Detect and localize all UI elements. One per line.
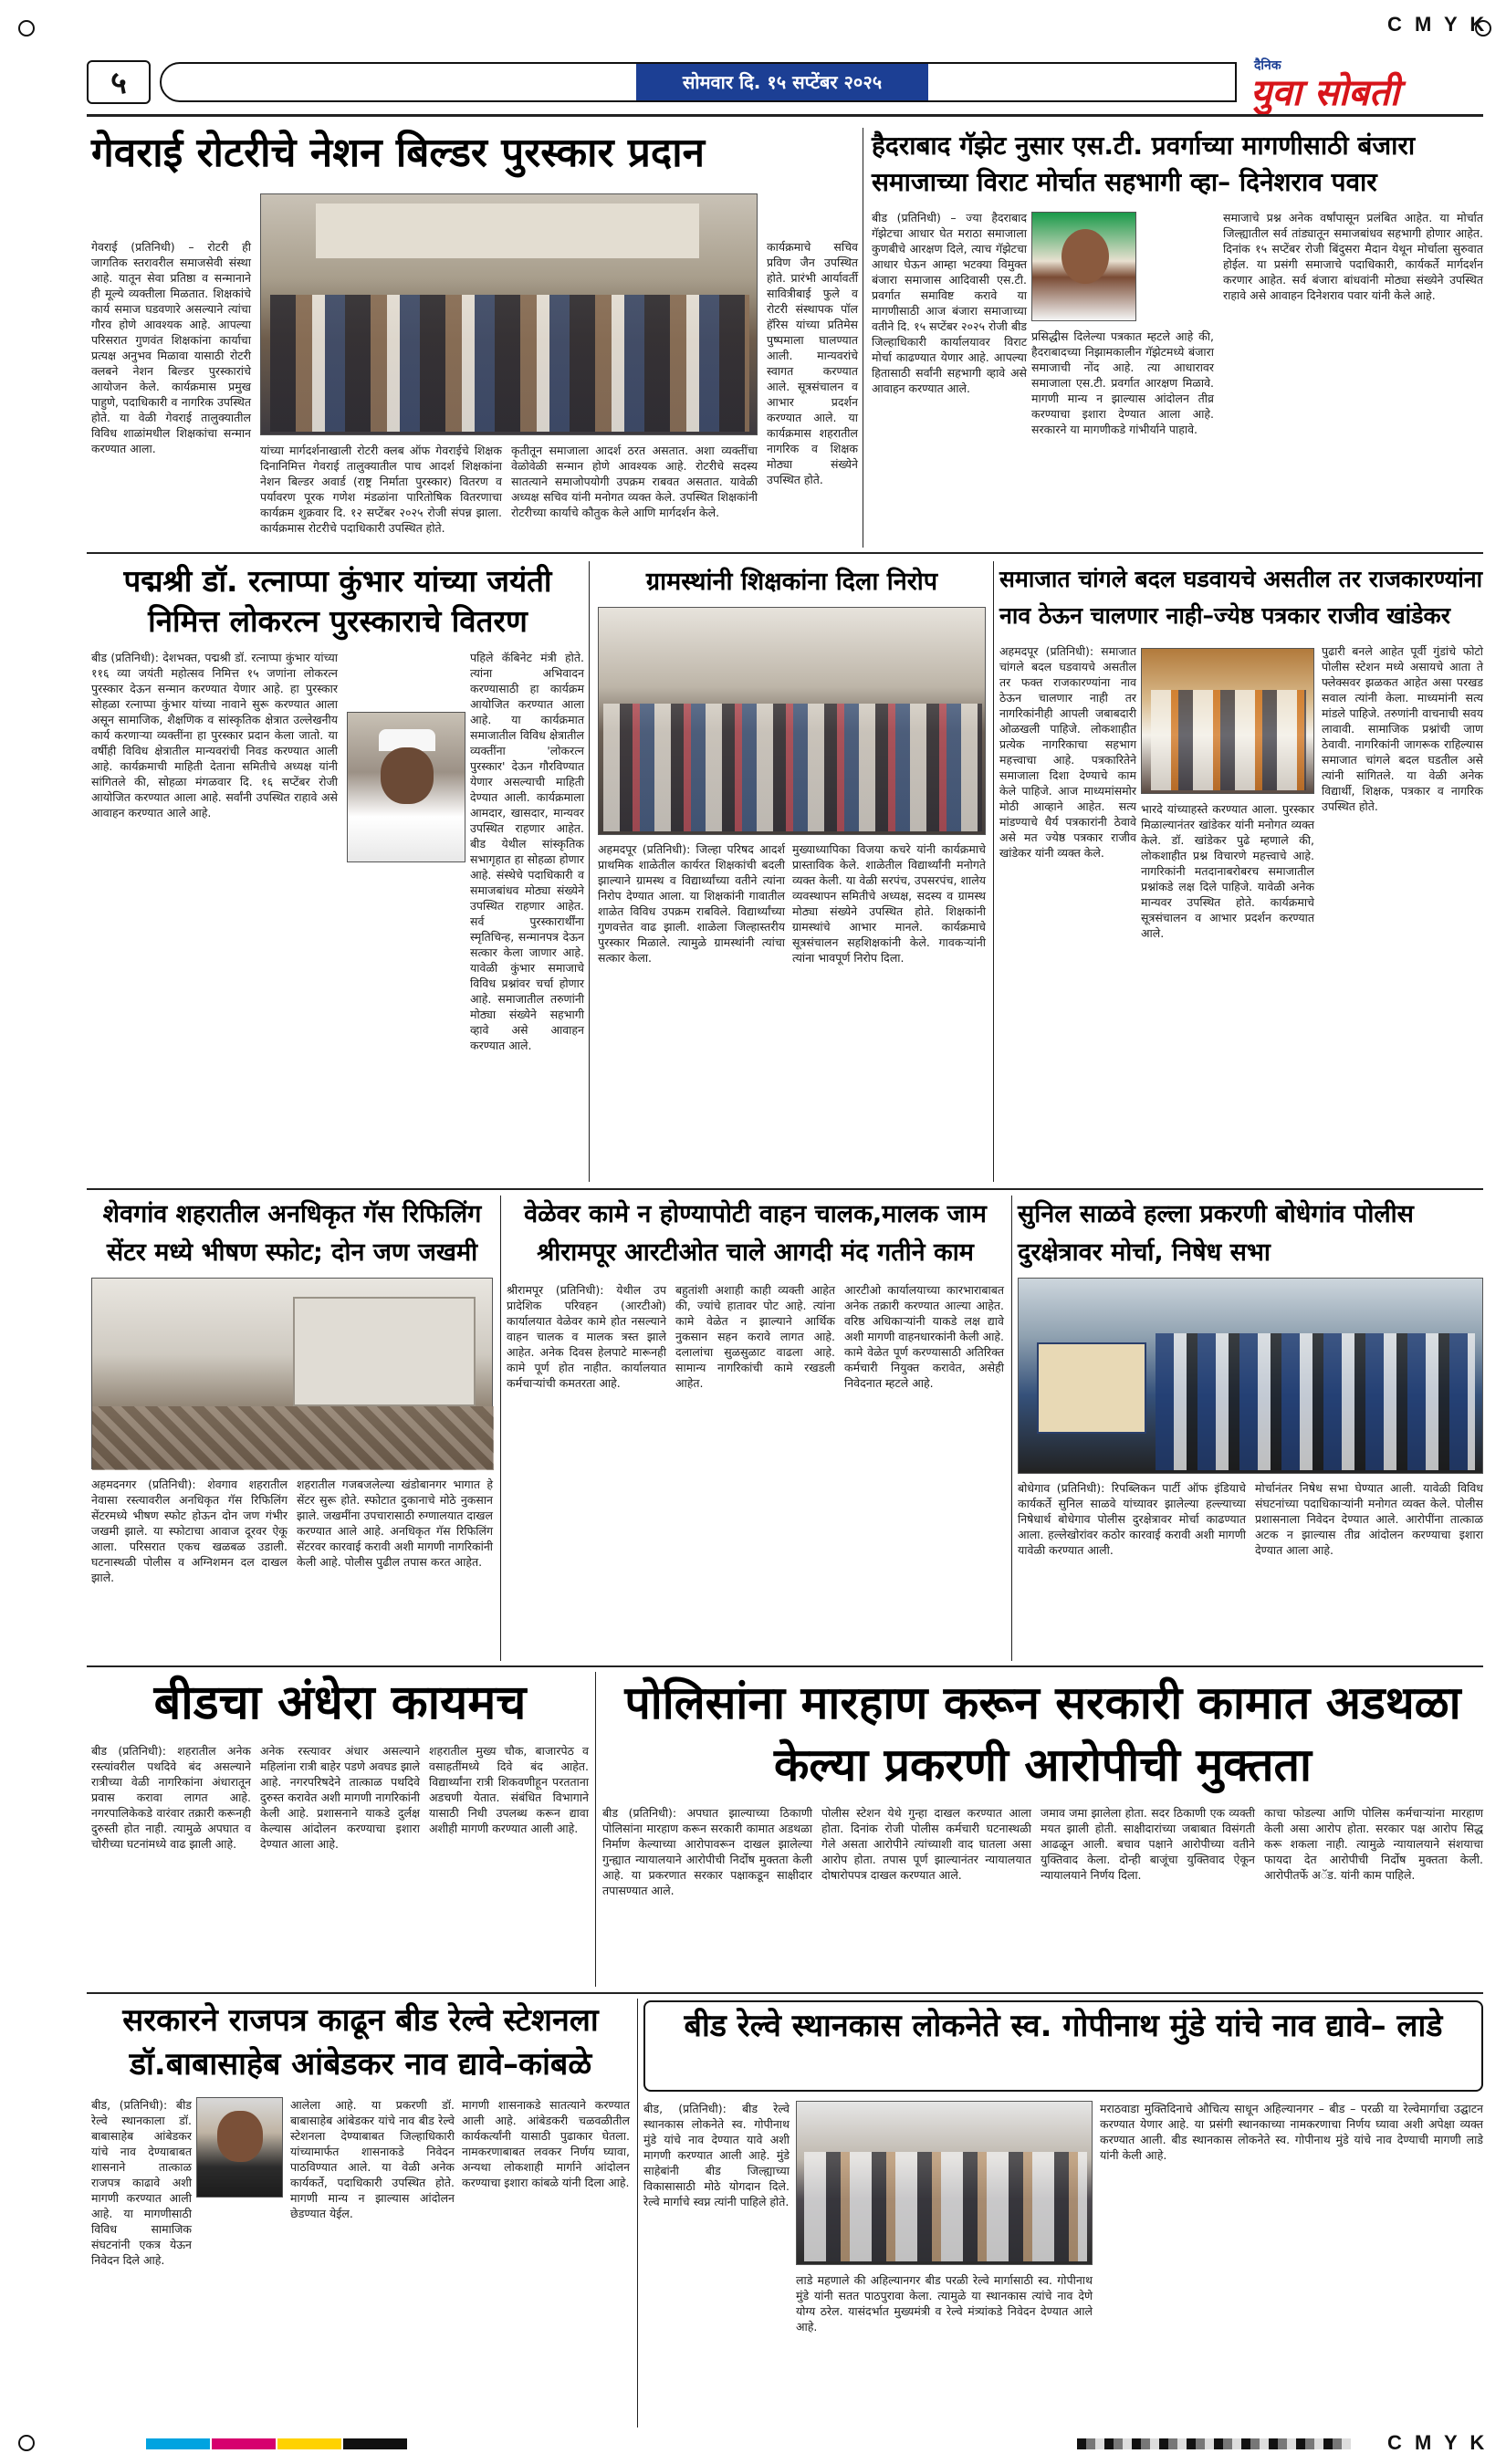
photo-banner [316,204,699,258]
headline-gas-blast: शेवगांव शहरातील अनधिकृत गॅस रिफिलिंग सेंटर मध्ये भीषण स्फोट; दोन जण जखमी [102,1200,482,1267]
banjara-text-col1: बीड (प्रतिनिधी) – ज्या हैदराबाद गॅझेटचा आधार घेत मराठा समाजाला कुणबीचे आरक्षण दिले, त्याच गॅझेटचा आधार घेऊन आम्हा भटक्या विमुक्त बंजारा समाजास आदिवासी एस.टी. प्रवर्गात समाविष्ट करावे या मागणीसाठी आज बंजारा समाजाच्या वतीने दि. १५ सप्टेंबर २०२५ रोजी बीड जिल्हाधिकारी कार्यालयावर विराट मोर्चा काढण्यात येणार आहे. आपल्या हितासाठी सर्वांनी सहभागी व्हावे असे आवाहन करण्यात आले. [872,211,1027,395]
andhera-text-col2: अनेक रस्त्यावर अंधार असल्याने महिलांना रात्री बाहेर पडणे अवघड झाले आहे. नगरपरिषदेने तात्काळ पथदिवे दुरुस्त करावेत अशी मागणी नागरिकांनी केली आहे. प्रशासनाने याकडे दुर्लक्ष केल्यास आंदोलन करण्याचा इशारा देण्यात आला आहे. [260,1744,420,1851]
headline-teacher-farewell: ग्रामस्थांनी शिक्षकांना दिला निरोप [645,568,938,596]
banjara-text-col3: समाजाचे प्रश्न अनेक वर्षांपासून प्रलंबित आहेत. या मोर्चात जिल्ह्यातील सर्व तांड्यातून समाजबांधव सहभागी होणार आहेत. दिनांक १५ सप्टेंबर रोजी बिंदुसरा मैदान येथून मोर्चाला सुरुवात होईल. या प्रसंगी समाजाचे पदाधिकारी, कार्यकर्ते मार्गदर्शन करणार आहेत. सर्व बंजारा बांधवांनी मोठ्या संख्येने उपस्थित राहावे असे आवाहन दिनेशराव पवार यांनी केले आहे. [1223,211,1483,302]
ambedkar-text-col2: आलेला आहे. या प्रकरणी डॉ. बाबासाहेब आंबेडकर यांचे नाव बीड रेल्वे स्टेशनला देण्याबाबत जिल्हाधिकारी यांच्यामार्फत शासनाकडे निवेदन पाठविण्यात आले. या वेळी अनेक कार्यकर्ते, पदाधिकारी उपस्थित होते. मागणी मान्य न झाल्यास आंदोलन छेडण्यात येईल. [290,2098,455,2220]
khandekar-text-col2: भारदे यांच्याहस्ते करण्यात आला. पुरस्कार मिळाल्यानंतर खांडेकर यांनी मनोगत व्यक्त केले. डॉ. खांडेकर पुढे म्हणाले की, लोकशाहीत प्रश्न विचारणे महत्त्वाचे आहे. नागरिकांनी मतदानाबरोबरच समाजातील प्रश्नांकडे लक्ष दिले पाहिजे. यावेळी अनेक मान्यवर उपस्थित होते. कार्यक्रमाचे सूत्रसंचालन व आभार प्रदर्शन करण्यात आले. [1141,802,1314,940]
cmyk-letters-bottom: C M Y K [1387,2431,1489,2454]
gas-blast-photo [91,1278,493,1469]
protest-crowd [1156,1333,1475,1470]
divider-row4-v1 [595,1672,596,1987]
rubble [92,1406,494,1470]
salve-text-col1: बोधेगाव (प्रतिनिधी): रिपब्लिकन पार्टी ऑफ इंडियाचे कार्यकर्ते सुनिल साळवे यांच्यावर झालेल्या हल्ल्याच्या निषेधार्थ बोधेगाव पोलीस दुरक्षेत्रावर मोर्चा काढण्यात आला. हल्लेखोरांवर कठोर कारवाई करावी अशी मागणी यावेळी करण्यात आली. [1018,1481,1246,1557]
divider-row3-v2 [1011,1195,1012,1661]
page-number: ५ [110,65,127,101]
divider-row3-v1 [500,1195,501,1661]
kamble-face [217,2111,263,2162]
masthead-logo [1241,57,1483,114]
registration-mark-bottom-left [18,2435,35,2451]
rotary-text-col3: कृतीतून समाजाला आदर्श ठरत असतात. अशा व्यक्तींचा वेळोवेळी सन्मान होणे आवश्यक आहे. रोटरीचे सदस्य सातत्याने समाजोपयोगी उपक्रम राबवत असतात. यावेळी अध्यक्ष सचिव यांनी मनोगत व्यक्त केले. उपस्थित शिक्षकांनी रोटरीच्या कार्याचे कौतुक केले आणि मार्गदर्शन केले. [511,444,758,519]
portrait-face-kumbhar [381,747,434,804]
divider-row5-v1 [637,1999,638,2427]
headline-khandekar: समाजात चांगले बदल घडवायचे असतील तर राजकारण्यांना नाव ठेऊन चालणार नाही–ज्येष्ठ पत्रकार राजीव खांडेकर [999,566,1483,629]
headline-kumbhar-jayanti: पद्मश्री डॉ. रत्नाप्पा कुंभार यांच्या जयंती निमित्त लोकरत्न पुरस्काराचे वितरण [123,563,552,639]
kamble-portrait [196,2097,283,2198]
blast-wall [293,1297,476,1406]
munde-memorandum-photo [796,2101,1093,2265]
rto-text-col2: बहुतांशी अशाही काही व्यक्ती आहेत की, ज्यांचे हातावर पोट आहे. त्यांना कामे वेळेत न झाल्याने आर्थिक नुकसान सहन करावे लागत आहे. दलालांचा सुळसुळाट वाढला आहे. सामान्य नागरिकांची कामे रखडली आहेत. [675,1283,835,1390]
cmyk-letters-top: C M Y K [1387,13,1489,36]
salve-text-col2: मोर्चानंतर निषेध सभा घेण्यात आली. यावेळी विविध संघटनांच्या पदाधिकाऱ्यांनी मनोगत व्यक्त केले. पोलीस प्रशासनाला निवेदन देण्यात आले. आरोपींना तात्काळ अटक न झाल्यास तीव्र आंदोलन करण्याचा इशारा देण्यात आला आहे. [1255,1481,1483,1557]
farewell-text-col2: मुख्याध्यापिका विजया कचरे यांनी कार्यक्रमाचे प्रास्ताविक केले. शाळेतील विद्यार्थ्यांनी मनोगते व्यक्त केली. या वेळी सरपंच, उपसरपंच, शालेय व्यवस्थापन समितीचे अध्यक्ष, सदस्य व ग्रामस्थ मोठ्या संख्येने उपस्थित होते. शिक्षकांनी ग्रामस्थांचे आभार मानले. कार्यक्रमाचे सूत्रसंचालन सहशिक्षकांनी केले. गावकऱ्यांनी त्यांना भावपूर्ण निरोप दिला. [792,842,986,965]
salve-morcha-photo [1018,1278,1483,1474]
registration-mark-top-right [1475,20,1491,37]
headline-acquittal: पोलिसांना मारहाण करून सरकारी कामात अडथळा केल्या प्रकरणी आरोपीची मुक्तता [624,1676,1461,1791]
divider-row2-v2 [993,561,994,1182]
kumbhar-text-col2: पहिले कॅबिनेट मंत्री होते. त्यांना अभिवादन करण्यासाठी हा कार्यक्रम आयोजित करण्यात आला आहे. या कार्यक्रमात समाजातील विविध क्षेत्रातील व्यक्तींना 'लोकरत्न पुरस्कार' देऊन गौरविण्यात येणार असल्याची माहिती देण्यात आली. कार्यक्रमाला आमदार, खासदार, मान्यवर उपस्थित राहणार आहेत. बीड येथील सांस्कृतिक सभागृहात हा सोहळा होणार आहे. संस्थेचे पदाधिकारी व समाजबांधव मोठ्या संख्येने उपस्थित राहणार आहेत. सर्व पुरस्कारार्थींना स्मृतिचिन्ह, सन्मानपत्र देऊन सत्कार केला जाणार आहे. यावेळी कुंभार समाजाचे विविध प्रश्नांवर चर्चा होणार आहे. समाजातील तरुणांनी मोठ्या संख्येने सहभागी व्हावे असे आवाहन करण्यात आले. [470,651,584,1052]
headline-rto: वेळेवर कामे न होण्यापोटी वाहन चालक,मालक जाम श्रीरामपूर आरटीओत चाले आगदी मंद गतीने काम [524,1200,987,1267]
dineshrao-pawar-photo [1031,212,1136,321]
cmyk-mark-top [1387,13,1488,37]
headline-munde-station: बीड रेल्वे स्थानकास लोकनेते स्व. गोपीनाथ मुंडे यांचे नाव द्यावे– लाडे [684,2008,1443,2044]
rotary-text-col4: कार्यक्रमाचे सचिव प्रविण जैन उपस्थित होते. प्रारंभी आर्यावर्ती सावित्रीबाई फुले व रोटरी संस्थापक पॉल हॅरिस यांच्या प्रतिमेस पुष्पमाला घालण्यात आली. मान्यवरांचे स्वागत करण्यात आले. सूत्रसंचालन व आभार प्रदर्शन करण्यात आले. या कार्यक्रमास शहरातील नागरिक व शिक्षक मोठ्या संख्येने उपस्थित होते. [767,240,858,486]
banjara-text-col2-upper [1141,212,1214,321]
headline-banjara-morcha: हैदराबाद गॅझेट नुसार एस.टी. प्रवर्गाच्या मागणीसाठी बंजारा समाजाच्या विराट मोर्चात सहभागी व्हा– दिनेशराव पवार [872,131,1416,197]
date-box [636,64,928,100]
khandekar-award-photo [1141,648,1314,794]
headline-salve-morcha: सुनिल साळवे हल्ला प्रकरणी बोधेगांव पोलीस दुरक्षेत्रावर मोर्चा, निषेध सभा [1018,1200,1414,1267]
acquittal-text-col4: काचा फोडल्या आणि पोलिस कर्मचाऱ्यांना मारहाण केली असा आरोप होता. सरकार पक्ष आरोप सिद्ध करू शकला नाही. त्यामुळे न्यायालयाने संशयाचा फायदा देत आरोपीची निर्दोष मुक्तता केली. आरोपीतर्फे अॅड. यांनी काम पाहिले. [1264,1806,1483,1882]
photo-people-row [270,295,749,432]
registration-mark-top-left [18,20,35,37]
acquittal-text-col3: जमाव जमा झालेला होता. सदर ठिकाणी एक व्यक्ती मयत झाली होती. साक्षीदारांच्या जबाबात विसंगती आढळून आली. बचाव पक्षाने आरोपीच्या वतीने युक्तिवाद केला. दोन्ही बाजूंचा युक्तिवाद ऐकून न्यायालयाने निर्णय दिला. [1041,1806,1255,1882]
logo-main-text: युवा सोबती [1250,72,1400,114]
headline-rotary-awards: गेवराई रोटरीचे नेशन बिल्डर पुरस्कार प्रदान [91,130,706,176]
rto-text-col1: श्रीरामपूर (प्रतिनिधी): येथील उप प्रादेशिक परिवहन (आरटीओ) कार्यालयात वेळेवर कामे होत नसल्याने वाहन चालक व मालक त्रस्त झाले आहेत. अनेक दिवस हेलपाटे मारूनही कामे पूर्ण होत नाहीत. कार्यालयात कर्मचाऱ्यांची कमतरता आहे. [507,1283,666,1390]
headline-ambedkar-station: सरकारने राजपत्र काढून बीड रेल्वे स्टेशनला डॉ.बाबासाहेब आंबेडकर नाव द्यावे–कांबळे [122,2002,599,2083]
page-header [87,57,1483,114]
divider-row4 [87,1992,1483,1994]
rotary-award-photo [260,193,758,435]
divider-row2-v1 [589,561,590,1182]
acquittal-text-col1: बीड (प्रतिनिधी): अपघात झाल्याच्या ठिकाणी पोलिसांना मारहाण करून सरकारी कामात अडथळा निर्माण केल्याच्या आरोपावरून दाखल झालेल्या गुन्ह्यात न्यायालयाने आरोपीची निर्दोष मुक्तता केली आहे. या प्रकरणात सरकार पक्षाकडून साक्षीदार तपासण्यात आले. [602,1806,812,1897]
portrait-face [1062,229,1109,284]
andhera-text-col1: बीड (प्रतिनिधी): शहरातील अनेक रस्त्यांवरील पथदिवे बंद असल्याने रात्रीच्या वेळी नागरिकांना अंधारातून प्रवास करावा लागत आहे. नगरपालिकेकडे वारंवार तक्रारी करूनही दुरुस्ती होत नाही. त्यामुळे अपघात व चोरीच्या घटनांमध्ये वाढ झाली आहे. [91,1744,251,1851]
divider-row1 [87,552,1483,554]
color-bar-gray [1077,2438,1351,2449]
date-bar [160,62,1237,102]
logo-small-text: दैनिक [1254,58,1281,73]
color-bar-cyan [146,2438,210,2449]
rotary-text-col1: गेवराई (प्रतिनिधी) – रोटरी ही जागतिक स्तरावरील समाजसेवी संस्था आहे. यातून सेवा प्रतिष्ठा व सन्मानाने ही मूल्ये व्यक्तीला मिळतात. शिक्षकांचे कार्य समाज घडवणारे असल्याने त्यांचा गौरव होणे आवश्यक आहे. आपल्या परिसरात गुणवंत शिक्षकांना कार्याचा प्रत्यक्ष अनुभव मिळावा यासाठी रोटरी क्लबने नेशन बिल्डर पुरस्कारांचे आयोजन केले. कार्यक्रमास प्रमुख पाहुणे, पदाधिकारी व नागरिक उपस्थित होते. या वेळी गेवराई तालुक्यातील विविध शाळांमधील शिक्षकांचा सन्मान करण्यात आला. [91,240,251,455]
gas-text-col1: अहमदनगर (प्रतिनिधी): शेवगाव शहरातील नेवासा रस्त्यावरील अनधिकृत गॅस रिफिलिंग सेंटरमध्ये भीषण स्फोट होऊन दोन जण गंभीर जखमी झाले. या स्फोटाचा आवाज दूरवर ऐकू आला. परिसरात एकच खळबळ उडाली. घटनास्थळी पोलीस व अग्निशमन दल दाखल झाले. [91,1477,288,1584]
award-people [1151,690,1306,790]
farewell-crowd [603,704,982,831]
color-bar-magenta [212,2438,276,2449]
memorandum-people [804,2152,1087,2261]
ratnappa-kumbhar-portrait [347,712,465,862]
andhera-text-col3: शहरातील मुख्य चौक, बाजारपेठ व वसाहतींमध्ये दिवे बंद आहेत. विद्यार्थ्यांना रात्री शिकवणीहून परतताना अडचणी येतात. संबंधित विभागाने यासाठी निधी उपलब्ध करून द्यावा अशीही मागणी करण्यात आली आहे. [429,1744,589,1835]
header-underline [87,114,1483,117]
cmyk-mark-bottom [1387,2431,1488,2455]
khandekar-text-col3: पुढारी बनले आहेत पूर्वी गुंडांचे फोटो पोलीस स्टेशन मध्ये असायचे आता ते फ्लेक्सवर झळकत आहेत असा परखड सवाल त्यांनी केला. माध्यमांनी सत्य मांडले पाहिजे. तरुणांनी वाचनाची सवय लावावी. सामाजिक प्रश्नांची जाण ठेवावी. नागरिकांनी जागरूक राहिल्यास समाजात चांगले बदल घडतील असे त्यांनी सांगितले. या वेळी अनेक विद्यार्थी, शिक्षक, पत्रकार व नागरिक उपस्थित होते. [1322,644,1483,813]
ambedkar-text-col1: बीड, (प्रतिनिधी): बीड रेल्वे स्थानकाला डॉ. बाबासाहेब आंबेडकर यांचे नाव देण्याबाबत शासनाने तात्काळ राजपत्र काढावे अशी मागणी करण्यात आली आहे. या मागणीसाठी विविध सामाजिक संघटनांनी एकत्र येऊन निवेदन दिले आहे. [91,2098,192,2267]
issue-date: सोमवार दि. १५ सप्टेंबर २०२५ [682,71,883,93]
ambedkar-text-col3: मागणी शासनाकडे सातत्याने करण्यात आली आहे. आंबेडकरी चळवळीतील कार्यकर्त्यांनी यासाठी पुढाकार घेतला. नामकरणाबाबत लवकर निर्णय घ्यावा, अन्यथा लोकशाही मार्गाने आंदोलन करण्याचा इशारा कांबळे यांनी दिला आहे. [462,2098,630,2189]
banjara-text-col2: प्रसिद्धीस दिलेल्या पत्रकात म्हटले आहे की, हैदराबादच्या निझामकालीन गॅझेटमध्ये बंजारा समाजाची नोंद आहे. त्या आधारावर समाजाला एस.टी. प्रवर्गात आरक्षण मिळावे. मागणी मान्य न झाल्यास आंदोलन तीव्र करण्याचा इशारा देण्यात आला आहे. सरकारने या मागणीकडे गांभीर्याने पाहावे. [1031,329,1214,436]
munde-text-col3: मराठवाडा मुक्तिदिनाचे औचित्य साधून अहिल्यानगर – बीड – परळी या रेल्वेमार्गाचा उद्घाटन करण्यात येणार आहे. या प्रसंगी स्थानकाच्या नामकरणाचा निर्णय घ्यावा अशी अपेक्षा व्यक्त करण्यात आली. बीड स्थानकास लोकनेते स्व. गोपीनाथ मुंडे यांचे नाव देण्याची मागणी लाडे यांनी केली आहे. [1100,2102,1483,2162]
khandekar-text-col1: अहमदपूर (प्रतिनिधी): समाजात चांगले बदल घडवायचे असतील तर फक्त राजकारण्यांना नाव ठेऊन चालणार नाही तर नागरिकांनीही आपली जबाबदारी ओळखली पाहिजे. लोकशाहीत प्रत्येक नागरिकाचा सहभाग महत्त्वाचा आहे. पत्रकारितेने समाजाला दिशा देण्याचे काम केले पाहिजे. आज माध्यमांसमोर मोठी आव्हाने आहेत. सत्य मांडण्याचे धैर्य पत्रकारांनी ठेवावे असे मत ज्येष्ठ पत्रकार राजीव खांडेकर यांनी व्यक्त केले. [999,644,1136,860]
color-bar-yellow [277,2438,341,2449]
munde-text-col1: बीड, (प्रतिनिधी): बीड रेल्वे स्थानकास लोकनेते स्व. गोपीनाथ मुंडे यांचे नाव देण्यात यावे अशी मागणी करण्यात आली आहे. मुंडे साहेबांनी बीड जिल्ह्याच्या विकासासाठी मोठे योगदान दिले. रेल्वे मार्गाचे स्वप्न त्यांनी पाहिले होते. [643,2102,790,2208]
protest-banner [1037,1342,1146,1434]
color-bar-black [343,2438,407,2449]
kumbhar-text-col1: बीड (प्रतिनिधी): देशभक्त, पद्मश्री डॉ. रत्नाप्पा कुंभार यांच्या ११६ व्या जयंती महोत्सव निमित्त १५ जणांना लोकरत्न पुरस्कार देऊन सन्मान करण्यात येणार आहे. हा पुरस्कार सोहळा रत्नाप्पा कुंभार यांच्या नावाने सुरू करण्यात आला असून सामाजिक, शैक्षणिक व सांस्कृतिक क्षेत्रात उल्लेखनीय कार्य करणाऱ्या व्यक्तींना हा पुरस्कार प्रदान केला जातो. या वर्षीही विविध क्षेत्रातील मान्यवरांची निवड करण्यात आली आहे. कार्यक्रमाची माहिती देताना समितीचे अध्यक्ष यांनी सांगितले की, सोहळा मंगळवार दि. १६ सप्टेंबर रोजी आयोजित करण्यात आला आहे. सर्वांनी उपस्थित राहावे असे आवाहन करण्यात आले आहे. [91,651,338,820]
divider-row2 [87,1188,1483,1190]
ambedkar-text-col1-lower [91,2204,283,2423]
munde-headline-box [643,2000,1483,2092]
farewell-photo [598,607,986,835]
headline-beed-andhera: बीडचा अंधेरा कायमच [153,1676,527,1730]
farewell-text-col1: अहमदपूर (प्रतिनिधी): जिल्हा परिषद आदर्श प्राथमिक शाळेतील कार्यरत शिक्षकांची बदली झाल्याने ग्रामस्थ व विद्यार्थ्यांच्या वतीने त्यांना निरोप देण्यात आला. या शिक्षकांनी गावातील शाळेत विविध उपक्रम राबविले. विद्यार्थ्यांच्या गुणवत्तेत वाढ झाली. शाळेला जिल्हास्तरीय पुरस्कार मिळाले. त्यामुळे ग्रामस्थांनी त्यांचा सत्कार केला. [598,842,785,965]
rotary-text-col2: यांच्या मार्गदर्शनाखाली रोटरी क्लब ऑफ गेवराईचे शिक्षक दिनानिमित्त गेवराई तालुक्यातील पाच आदर्श शिक्षकांना नेशन बिल्डर अवार्ड (राष्ट्र निर्माता पुरस्कार) वितरण व पर्यावरण पूरक गणेश मंडळांना पारितोषिक वितरणाचा कार्यक्रम शुक्रवार दि. १२ सप्टेंबर २०२५ रोजी संपन्न झाला. कार्यक्रमास रोटरीचे पदाधिकारी उपस्थित होते. [260,444,502,535]
divider-row3 [87,1665,1483,1667]
rto-text-col3: आरटीओ कार्यालयाच्या कारभाराबाबत अनेक तक्रारी करण्यात आल्या आहेत. वरिष्ठ अधिकाऱ्यांनी याकडे लक्ष द्यावे अशी मागणी वाहनधारकांनी केली आहे. कामे वेळेत पूर्ण करण्यासाठी अतिरिक्त कर्मचारी नियुक्त करावेत, असेही निवेदनात म्हटले आहे. [844,1283,1004,1390]
gas-text-col2: शहरातील गजबजलेल्या खंडोबानगर भागात हे सेंटर सुरू होते. स्फोटात दुकानाचे मोठे नुकसान झाले. जखमींना उपचारासाठी रुग्णालयात दाखल करण्यात आले आहे. अनधिकृत गॅस रिफिलिंग सेंटरवर कारवाई करावी अशी मागणी नागरिकांनी केली आहे. पोलीस पुढील तपास करत आहेत. [297,1477,494,1569]
munde-text-col2: लाडे महणाले की अहिल्यानगर बीड परळी रेल्वे मार्गासाठी स्व. गोपीनाथ मुंडे यांनी सतत पाठपुरावा केला. त्यामुळे या स्थानकास त्यांचे नाव देणे योग्य ठरेल. यासंदर्भात मुख्यमंत्री व रेल्वे मंत्र्यांकडे निवेदन देण्यात आले आहे. [796,2273,1093,2333]
page-number-box [87,60,151,104]
acquittal-text-col2: पोलीस स्टेशन येथे गुन्हा दाखल करण्यात आला होता. दिनांक रोजी पोलीस कर्मचारी घटनास्थळी गेले असता आरोपीने त्यांच्याशी वाद घातला असा आरोप होता. तपास पूर्ण झाल्यानंतर न्यायालयात दोषारोपपत्र दाखल करण्यात आले. [821,1806,1031,1882]
